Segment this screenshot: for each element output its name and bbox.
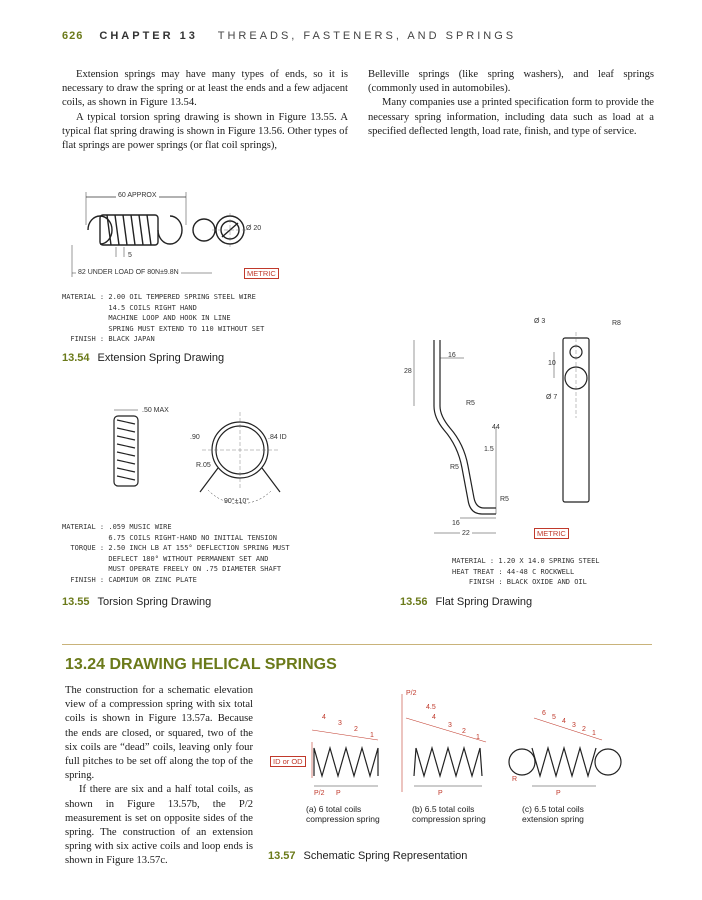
dim-28: 28 [404,368,412,375]
dim-r5c: R5 [500,496,509,503]
figure-number: 13.55 [62,596,90,608]
paragraph: Extension springs may have many types of ends, so it is necessary to draw the spring or at least the ends and a few adjacent coils, as shown in Figure 13.54. [62,69,348,109]
dim-16a: 16 [448,352,456,359]
figure-13-55 [62,398,362,588]
spec-block: MATERIAL : 2.00 OIL TEMPERED SPRING STEEL WIRE 14.5 COILS RIGHT HAND MACHINE LOOP AND HOOK IN LINE SPRING MUST EXTEND TO 110 WITHOUT SET FINISH : BLACK JAPAN [62,293,265,343]
pitch-number: 3 [572,722,576,729]
spec-block: MATERIAL : .059 MUSIC WIRE 6.75 COILS RIGHT-HAND NO INITIAL TENSION TORQUE : 2.50 INCH LB AT 155° DEFLECTION SPRING MUST DEFLECT 180° WITHOUT PERMANENT SET AND MUST OPERATE FREELY ON .75 DIAMETER SHAFT FINISH : CADMIUM OR ZINC PLATE [62,523,290,584]
metric-badge: METRIC [244,268,279,279]
body-left-column [62,68,348,153]
pitch-number: 2 [354,726,358,733]
dim-angle: 90°±10° [224,498,250,505]
chapter-label: CHAPTER 13 [99,30,198,42]
half-pitch-label: P/2 [406,690,417,697]
pitch-number: 2 [462,728,466,735]
paragraph: Many companies use a printed specification form to provide the necessary spring information, including data such as load at a specified deflected length, load rate, finish, and type of service. [368,97,654,137]
dim-max: .50 MAX [142,407,169,414]
pitch-number: 3 [448,722,452,729]
dim-r5b: R5 [450,464,459,471]
torsion-spring-drawing [62,398,362,516]
dim-r5a: R5 [466,400,475,407]
subfigure-b-label: (b) 6.5 total coils compression spring [412,804,486,824]
figure-caption [62,596,211,608]
id-od-label: ID or OD [270,756,306,767]
caption-text: Flat Spring Drawing [435,596,533,608]
dim-d3: Ø 3 [534,318,546,325]
figure-caption [268,850,467,862]
dim-diameter: Ø 20 [246,225,262,232]
pitch-number: 4 [322,714,326,721]
paragraph: If there are six and a half total coils, as shown in Figure 13.57b, the P/2 measurement is set on opposite sides of the spring. The construction of an extension spring with six active coils and loop ends is shown in Figure 13.57c. [65,784,253,867]
spec-block: MATERIAL : 1.20 X 14.0 SPRING STEEL HEAT TREAT : 44-48 C ROCKWELL FINISH : BLACK OXIDE AND OIL [452,557,600,586]
pitch-number: 5 [552,714,556,721]
pitch-number: 6 [542,710,546,717]
chapter-title: THREADS, FASTENERS, AND SPRINGS [217,30,517,42]
section-body [65,684,253,869]
figure-number: 13.56 [400,596,428,608]
dim-84: .84 ID [268,434,287,441]
page-number: 626 [62,30,84,42]
load-note: 82 UNDER LOAD OF 80N±9.8N [78,269,179,276]
figure-number: 13.57 [268,850,296,862]
pitch-number: 4 [562,718,566,725]
metric-badge: METRIC [534,528,569,539]
paragraph: The construction for a schematic elevation view of a compression spring with six total coils is shown in Figure 13.57a. Because the ends are closed, or squared, two of the six coils are “dead” coils, leaving only four full pitches to be set off along the top of the spring. [65,685,253,782]
pitch-number: 4 [432,714,436,721]
pitch-number: 3 [338,720,342,727]
figure-13-57 [266,690,646,838]
dim-small: 5 [128,252,132,259]
caption-text: Extension Spring Drawing [97,352,225,364]
subfigure-c-label: (c) 6.5 total coils extension spring [522,804,584,824]
figure-number: 13.54 [62,352,90,364]
dim-d7: Ø 7 [546,394,558,401]
dim-r8: R8 [612,320,621,327]
half-pitch-label: P/2 [314,790,325,797]
body-right-column [368,68,654,139]
pitch-number: 1 [370,732,374,739]
paragraph: Belleville springs (like spring washers), and leaf springs (commonly used in automobiles). [368,69,654,95]
section-title: 13.24 DRAWING HELICAL SPRINGS [65,656,337,673]
pitch-number: 2 [582,726,586,733]
dim-10: 10 [548,360,556,367]
section-divider [62,644,652,645]
dim-radius: R.05 [196,462,211,469]
dim-15: 1.5 [484,446,494,453]
pitch-label: P [438,790,443,797]
flat-spring-drawing [400,318,655,548]
figure-13-56 [400,318,655,590]
dim-90: .90 [190,434,200,441]
pitch-label: P [556,790,561,797]
dim-44: 44 [492,424,500,431]
figure-caption [62,352,224,364]
dim-22: 22 [462,530,470,537]
caption-text: Torsion Spring Drawing [97,596,212,608]
subfigure-a-label: (a) 6 total coils compression spring [306,804,380,824]
schematic-springs [266,690,646,800]
paragraph: A typical torsion spring drawing is shown in Figure 13.55. A typical flat spring drawing is shown in Figure 13.56. Other types of flat springs are power springs (or flat coil springs), [62,111,348,152]
pitch-number: 1 [476,734,480,741]
running-header [62,30,516,42]
figure-13-54 [62,185,362,345]
pitch-number: 4.5 [426,704,436,711]
caption-text: Schematic Spring Representation [303,850,468,862]
pitch-label: P [336,790,341,797]
figure-caption [400,596,532,608]
pitch-number: 1 [592,730,596,737]
dim-length: 60 APPROX [118,192,157,199]
radius-label: R [512,776,518,783]
dim-16b: 16 [452,520,460,527]
